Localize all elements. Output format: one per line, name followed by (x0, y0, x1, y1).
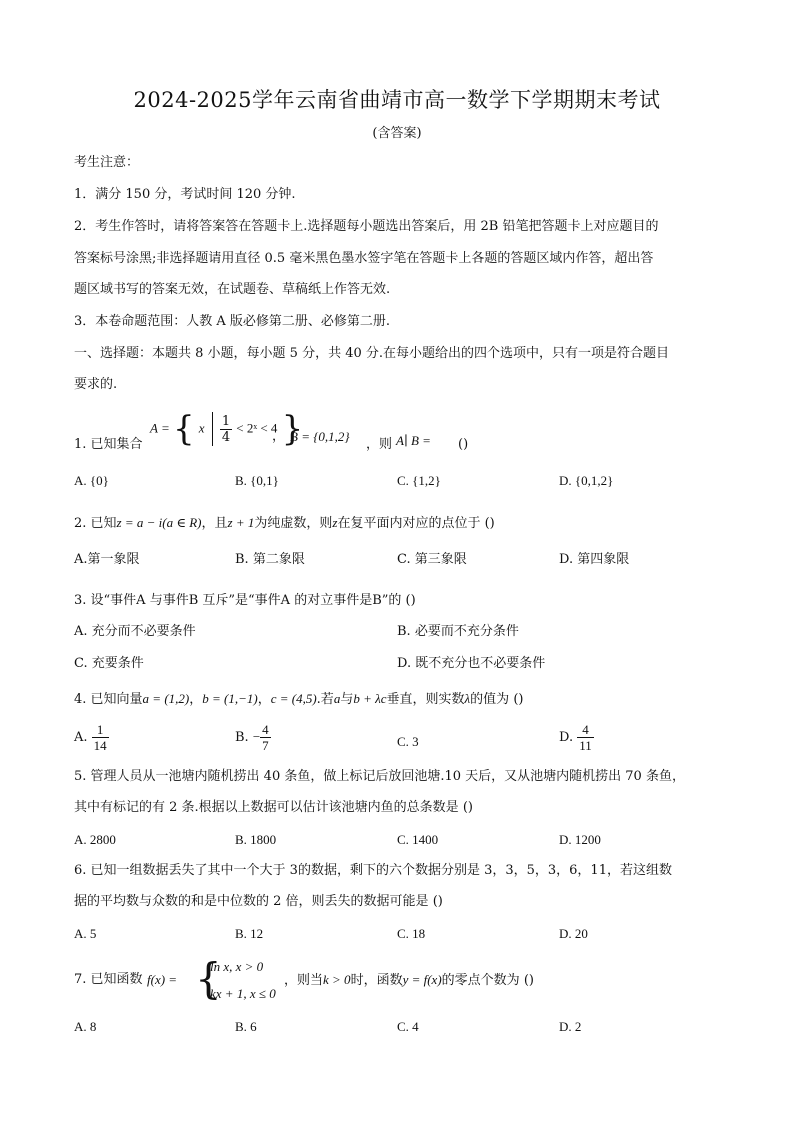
question-5-answer-paren: () (462, 800, 473, 815)
set-a-inequality: < 2ˣ < 4 (236, 420, 278, 436)
question-3-answer-paren: () (405, 593, 416, 608)
left-brace-icon: { (172, 409, 195, 449)
fraction-4-7: $\frac{4}{7}$ (262, 722, 269, 753)
question-2-math-z-plus-1: z + 1 (227, 515, 255, 530)
question-3-option-b: B. 必要而不充分条件 (397, 624, 519, 639)
notice-item-3: 3．本卷命题范围：人教 A 版必修第二册、必修第二册. (74, 314, 391, 329)
question-3-option-d: D. 既不充分也不必要条件 (397, 656, 546, 671)
question-2-math-z: z = a − i(a ∈ R) (116, 515, 202, 530)
question-7-option-d: D. 2 (559, 1019, 582, 1034)
right-brace-icon: } (281, 409, 304, 449)
question-2-option-a: A.第一象限 (74, 552, 140, 567)
fraction-1-14: $\frac{1}{14}$ (93, 722, 107, 753)
question-6-option-a: A. 5 (74, 926, 97, 941)
set-separator (212, 412, 213, 446)
question-6-option-d: D. 20 (559, 926, 588, 941)
vector-c: c = (4,5) (270, 691, 317, 706)
question-7-answer-paren: () (523, 973, 534, 988)
question-5-line-1: 5. 管理人员从一池塘内随机捞出 40 条鱼，做上标记后放回池塘.10 天后，又从池塘内随机捞出 70 条鱼， (74, 769, 685, 784)
question-5-option-a: A. 2800 (74, 832, 116, 847)
question-5-line-2: 其中有标记的有 2 条.根据以上数据可以估计该池塘内鱼的总条数是 () (74, 800, 473, 815)
set-a-lhs: A = (150, 420, 173, 436)
question-3-option-a: A. 充分而不必要条件 (74, 624, 196, 639)
notice-item-1: 1．满分 150 分，考试时间 120 分钟. (74, 187, 296, 202)
question-7-function-name: f(x) = (147, 972, 178, 987)
question-6-option-c: C. 18 (397, 926, 426, 941)
question-7-prefix: 7. 已知函数 (74, 972, 143, 987)
question-1-option-b: B. {0,1} (235, 473, 279, 488)
section-heading-line-1: 一、选择题：本题共 8 小题，每小题 5 分，共 40 分.在每小题给出的四个选项中，只有一项是符合题目 (74, 346, 670, 361)
question-4-stem: 4. 已知向量a = (1,2)，b = (1,−1)，c = (4,5).若a与b + λc垂直，则实数λ的值为 () (74, 691, 524, 707)
vector-b: b = (1,−1) (202, 691, 258, 706)
notice-item-2-line-2: 答案标号涂黑;非选择题请用直径 0.5 毫米黑色墨水签字笔在答题卡上各题的答题区域内作答，超出答 (74, 251, 654, 266)
question-1-prefix: 1. 已知集合 (74, 437, 143, 452)
question-7-stem-tail: ，则当k > 0时，函数y = f(x)的零点个数为 () (284, 972, 534, 988)
question-7-case-2: kx + 1, x ≤ 0 (210, 986, 276, 1001)
question-2-stem: 2. 已知z = a − i(a ∈ R)，且z + 1为纯虚数，则z在复平面内对应的点位于 () (74, 515, 495, 531)
question-5-option-b: B. 1800 (235, 832, 277, 847)
question-1-answer-paren: () (458, 437, 469, 452)
question-4-answer-paren: () (513, 692, 524, 707)
question-4-option-b: B. − $\frac{4}{7}$ (235, 722, 269, 753)
question-4-option-d: D. $\frac{4}{11}$ (559, 722, 592, 753)
section-heading-line-2: 要求的. (74, 377, 118, 392)
question-6-answer-paren: () (432, 894, 443, 909)
fraction-one-quarter: $\frac{1}{4}$ (221, 413, 231, 445)
question-4-option-c: C. 3 (397, 734, 419, 749)
fraction-4-11: $\frac{4}{11}$ (579, 722, 592, 753)
notice-heading: 考生注意： (74, 155, 140, 170)
set-a-var: x (198, 420, 205, 436)
question-7-option-a: A. 8 (74, 1019, 97, 1034)
question-1-option-c: C. {1,2} (397, 473, 441, 488)
question-3-option-c: C. 充要条件 (74, 656, 144, 671)
question-1-option-d: D. {0,1,2} (559, 473, 614, 488)
question-2-answer-paren: () (484, 516, 495, 531)
question-5-option-d: D. 1200 (559, 832, 601, 847)
question-7-case-1: ln x, x > 0 (210, 959, 264, 974)
question-1-option-a: A. {0} (74, 473, 109, 488)
question-1-sep: ， (272, 429, 286, 444)
question-6-line-2: 据的平均数与众数的和是中位数的 2 倍，则丢失的数据可能是 () (74, 894, 443, 909)
question-2-option-c: C. 第三象限 (397, 552, 467, 567)
notice-item-2-line-1: 2．考生作答时，请将答案答在答题卡上.选择题每小题选出答案后，用 2B 铅笔把答题卡上对应题目的 (74, 219, 659, 234)
question-2-option-d: D. 第四象限 (559, 552, 630, 567)
question-7-option-b: B. 6 (235, 1019, 257, 1034)
page-subtitle: (含答案) (372, 126, 422, 141)
notice-item-2-line-3: 题区域书写的答案无效，在试题卷、草稿纸上作答无效. (74, 282, 391, 297)
question-7-option-c: C. 4 (397, 1019, 419, 1034)
page-title: 2024-2025学年云南省曲靖市高一数学下学期期末考试 (133, 88, 661, 112)
question-5-option-c: C. 1400 (397, 832, 439, 847)
vector-a: a = (1,2) (142, 691, 190, 706)
question-4-option-a: A. $\frac{1}{14}$ (74, 722, 107, 753)
question-1-then: ，则 (366, 437, 393, 452)
question-6-option-b: B. 12 (235, 926, 264, 941)
question-2-option-b: B. 第二象限 (235, 552, 305, 567)
question-3-stem: 3. 设“事件A 与事件B 互斥”是“事件A 的对立事件是B”的 () (74, 593, 416, 608)
question-6-line-1: 6. 已知一组数据丢失了其中一个大于 3的数据，剩下的六个数据分别是 3，3，5，3，6，11，若这组数 (74, 863, 672, 878)
question-1-expression: A∣ B = (396, 433, 431, 448)
question-1-set-b: B = {0,1,2} (290, 429, 350, 444)
piecewise-brace-icon: { (195, 954, 222, 1003)
